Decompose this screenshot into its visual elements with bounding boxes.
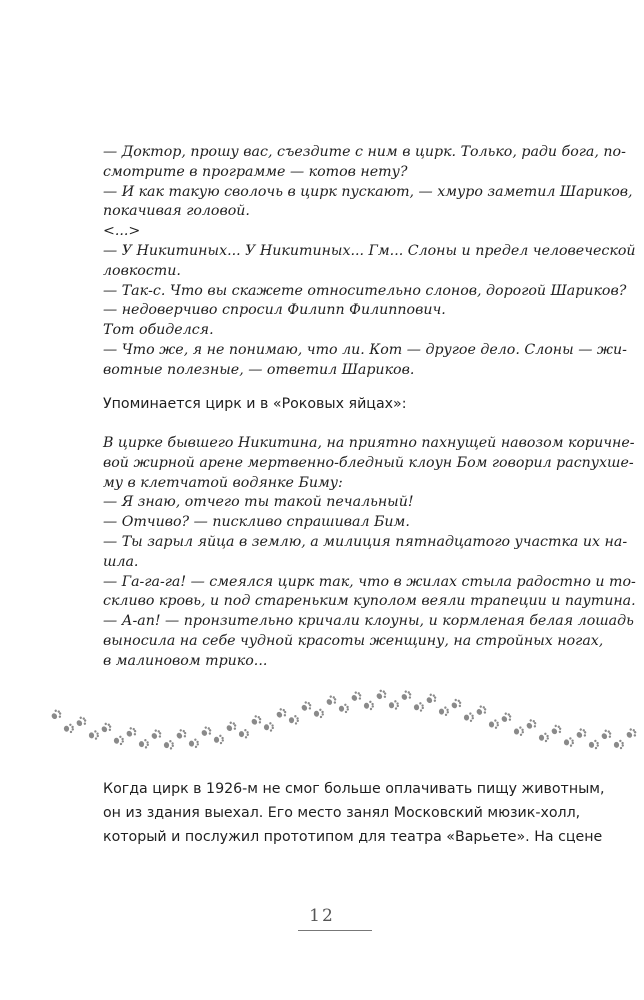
paw-print-icon [249, 714, 263, 728]
text-line: шла. [103, 553, 139, 570]
text-line: покачивая головой. [103, 203, 250, 220]
paw-print-icon [513, 726, 524, 736]
paw-print-icon [63, 723, 74, 733]
text-line: — И как такую сволочь в цирк пускают, — хмуро заметил Шариков, [103, 183, 633, 200]
paw-print-icon [213, 734, 224, 744]
paw-print-icon [224, 720, 238, 734]
text-line: ловкости. [103, 262, 181, 279]
paw-print-icon [599, 728, 613, 742]
paw-print-icon [538, 732, 549, 742]
text-line: он из здания выехал. Его место занял Московский мюзик-холл, [103, 805, 581, 822]
text-line: — У Никитиных... У Никитиных... Гм... Слоны и предел человеческой [103, 242, 636, 259]
text-line: — Отчиво? — пискливо спрашивал Бим. [103, 514, 410, 531]
text-line: вотные полезные, — ответил Шариков. [103, 361, 415, 378]
text-line: — Ты зарыл яйца в землю, а милиция пятнадцатого участка их на- [103, 533, 628, 550]
text-line: скливо кровь, и под стареньким куполом веяли трапеции и паутина. [103, 593, 636, 610]
paw-print-icon [149, 728, 163, 742]
text-line: который и послужил прототипом для театра «Варьете». На сцене [103, 829, 603, 846]
paw-print-icon [274, 707, 288, 721]
text-line: — недоверчиво спросил Филипп Филиппович. [103, 302, 446, 319]
text-line: — Я знаю, отчего ты такой печальный! [103, 494, 414, 511]
paw-print-icon [49, 708, 63, 722]
text-line: в малиновом трико... [103, 652, 268, 669]
text-line: — А-ап! — пронзительно кричали клоуны, и кормленая белая лошадь [103, 613, 634, 630]
paw-print-icon [174, 728, 188, 742]
text-line: — Га-га-га! — смеялся цирк так, что в жилах стыла радостно и то- [103, 573, 636, 590]
paw-print-icon [388, 700, 399, 710]
paw-print-icon [199, 725, 213, 739]
paw-print-icon [138, 739, 149, 749]
paw-print-icon [613, 739, 624, 749]
paw-print-icon [474, 704, 488, 718]
paw-print-icon [338, 703, 349, 713]
paw-print-icon [263, 722, 274, 732]
paw-print-icon [163, 740, 174, 750]
paw-print-icon [424, 692, 438, 706]
paw-print-icon [449, 697, 463, 711]
text-line: смотрите в программе — котов нету? [103, 163, 408, 180]
text-line: вой жирной арене мертвенно-бледный клоун Бом говорил распухше- [103, 454, 634, 471]
paw-print-icon [238, 729, 249, 739]
text-line: <...> [103, 223, 141, 240]
paw-print-icon [374, 688, 388, 702]
paw-print-icon [438, 706, 449, 716]
paw-print-icon [349, 690, 363, 704]
paw-print-icon [549, 723, 563, 737]
page-number-rule [298, 930, 372, 931]
paw-print-icon [488, 719, 499, 729]
paw-print-icon [399, 689, 413, 703]
paw-print-icon [299, 700, 313, 714]
paw-print-trail-icon [0, 680, 644, 760]
text-line: Когда цирк в 1926-м не смог больше оплачивать пищу животным, [103, 781, 605, 797]
paw-print-icon [99, 721, 113, 735]
paw-print-icon [188, 738, 199, 748]
text-line: — Доктор, прошу вас, съездите с ним в цирк. Только, ради бога, по- [103, 144, 626, 160]
paw-print-icon [74, 715, 88, 729]
text-line: выносила на себе чудной красоты женщину, на стройных ногах, [103, 632, 604, 649]
paw-print-icon [563, 737, 574, 747]
body-paragraph [103, 777, 605, 850]
text-line: — Так-с. Что вы скажете относительно слонов, дорогой Шариков? [103, 282, 627, 299]
dialogue-quote [103, 143, 636, 381]
novel-excerpt-quote [103, 434, 636, 672]
paw-print-icon [324, 694, 338, 708]
paw-print-icon [624, 727, 638, 741]
paw-print-icon [88, 730, 99, 740]
text-line: Тот обиделся. [103, 322, 214, 339]
paw-print-icon [413, 702, 424, 712]
paw-print-icon [588, 739, 599, 749]
paw-print-icon [499, 711, 513, 725]
paw-print-icon [124, 726, 138, 740]
paw-print-icon [574, 727, 588, 741]
text-line: му в клетчатой водянке Биму: [103, 474, 343, 491]
page-number: 12 [309, 906, 335, 926]
lead-paragraph: Упоминается цирк и в «Роковых яйцах»: [103, 396, 407, 412]
paw-print-icon [113, 735, 124, 745]
paw-print-icon [363, 700, 374, 710]
paw-print-icon [524, 718, 538, 732]
paw-print-icon [288, 715, 299, 725]
text-line: — Что же, я не понимаю, что ли. Кот — другое дело. Слоны — жи- [103, 341, 627, 358]
text-line: В цирке бывшего Никитина, на приятно пахнущей навозом коричне- [103, 435, 635, 451]
paw-print-icon [463, 712, 474, 722]
paw-print-icon [313, 708, 324, 718]
